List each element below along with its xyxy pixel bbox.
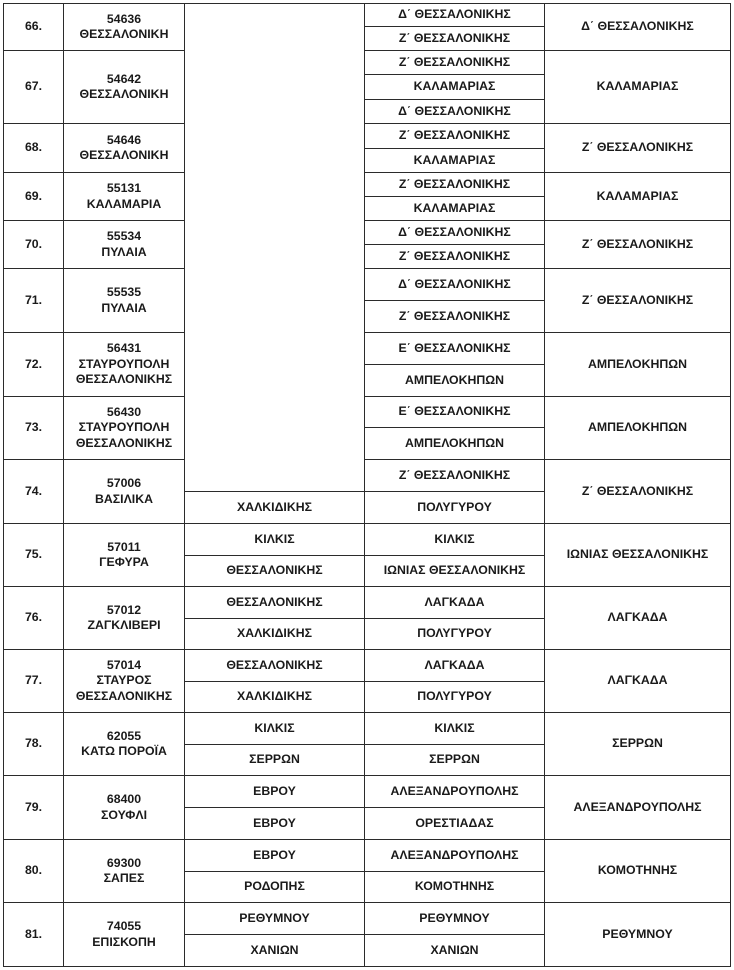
postal-code: 54636: [106, 11, 142, 26]
place-name: ΣΤΑΥΡΟΣ: [96, 673, 152, 688]
document-table: [3, 3, 731, 967]
prefecture-cell: ΕΒΡΟΥ: [185, 776, 365, 808]
tax-office-cell: Ζ΄ ΘΕΣΣΑΛΟΝΙΚΗΣ: [365, 51, 545, 75]
prefecture-cell: ΡΟΔΟΠΗΣ: [185, 872, 365, 903]
tax-office-cell: ΚΟΜΟΤΗΝΗΣ: [365, 872, 545, 903]
place-name: ΣΑΠΕΣ: [103, 871, 145, 885]
postal-code: 57012: [106, 602, 142, 617]
postal-code: 68400: [106, 792, 142, 806]
tax-office-cell: Ε΄ ΘΕΣΣΑΛΟΝΙΚΗΣ: [365, 397, 545, 428]
tax-office-cell: ΠΟΛΥΓΥΡΟΥ: [365, 619, 545, 650]
table-row: [4, 460, 731, 492]
prefecture-cell: ΣΕΡΡΩΝ: [185, 745, 365, 776]
tax-office-cell: ΚΑΛΑΜΑΡΙΑΣ: [365, 75, 545, 100]
tax-office-cell: Δ΄ ΘΕΣΣΑΛΟΝΙΚΗΣ: [365, 269, 545, 301]
tax-office-cell: ΚΙΛΚΙΣ: [365, 713, 545, 745]
row-number: 67.: [4, 51, 64, 124]
row-number: 70.: [4, 221, 64, 269]
table-row: [4, 269, 731, 301]
postal-area-cell: [64, 460, 185, 524]
place-name: ΘΕΣΣΑΛΟΝΙΚΗ: [79, 148, 169, 162]
place-name: ΓΕΦΥΡΑ: [99, 555, 149, 569]
prefecture-cell: ΧΑΝΙΩΝ: [185, 935, 365, 967]
table-row: [4, 840, 731, 872]
tax-office-cell: ΠΟΛΥΓΥΡΟΥ: [365, 492, 545, 524]
prefecture-cell: ΧΑΛΚΙΔΙΚΗΣ: [185, 682, 365, 713]
row-number: 75.: [4, 524, 64, 587]
row-number: 77.: [4, 650, 64, 713]
prefecture-cell: ΘΕΣΣΑΛΟΝΙΚΗΣ: [185, 587, 365, 619]
row-number: 69.: [4, 173, 64, 221]
postal-area-cell: [64, 173, 185, 221]
table-row: [4, 903, 731, 935]
postal-code: 55535: [106, 285, 142, 299]
postal-code: 54646: [106, 132, 142, 147]
postal-area-cell: [64, 650, 185, 713]
postal-code: 57011: [107, 539, 141, 554]
tax-office-cell: ΙΩΝΙΑΣ ΘΕΣΣΑΛΟΝΙΚΗΣ: [365, 556, 545, 587]
tax-office-cell: Δ΄ ΘΕΣΣΑΛΟΝΙΚΗΣ: [365, 100, 545, 124]
place-name: ΘΕΣΣΑΛΟΝΙΚΗΣ: [75, 372, 173, 387]
tax-office-cell: ΠΟΛΥΓΥΡΟΥ: [365, 682, 545, 713]
postal-code: 55534: [106, 229, 142, 243]
tax-office-cell: ΑΛΕΞΑΝΔΡΟΥΠΟΛΗΣ: [365, 776, 545, 808]
tax-office-cell: ΚΙΛΚΙΣ: [365, 524, 545, 556]
tax-office-cell: ΑΜΠΕΛΟΚΗΠΩΝ: [365, 365, 545, 397]
prefecture-cell: ΡΕΘΥΜΝΟΥ: [185, 903, 365, 935]
postal-code: 74055: [106, 919, 142, 933]
table-row: [4, 51, 731, 75]
prefecture-cell: ΘΕΣΣΑΛΟΝΙΚΗΣ: [185, 650, 365, 682]
assigned-office-cell: Ζ΄ ΘΕΣΣΑΛΟΝΙΚΗΣ: [545, 124, 731, 173]
row-number: 76.: [4, 587, 64, 650]
row-number: 72.: [4, 333, 64, 397]
tax-office-cell: ΡΕΘΥΜΝΟΥ: [365, 903, 545, 935]
postal-code: 56431: [106, 341, 142, 356]
table-row: [4, 713, 731, 745]
postal-area-cell: [64, 4, 185, 51]
assigned-office-cell: ΑΛΕΞΑΝΔΡΟΥΠΟΛΗΣ: [545, 776, 731, 840]
tax-office-cell: ΛΑΓΚΑΔΑ: [365, 650, 545, 682]
postal-area-cell: [64, 903, 185, 967]
tax-office-cell: Ζ΄ ΘΕΣΣΑΛΟΝΙΚΗΣ: [365, 460, 545, 492]
place-name: ΘΕΣΣΑΛΟΝΙΚΗ: [79, 87, 169, 101]
tax-office-cell: Δ΄ ΘΕΣΣΑΛΟΝΙΚΗΣ: [365, 221, 545, 245]
prefecture-cell: ΕΒΡΟΥ: [185, 840, 365, 872]
postal-code: 69300: [106, 855, 142, 870]
postal-area-cell: [64, 221, 185, 269]
assigned-office-cell: ΑΜΠΕΛΟΚΗΠΩΝ: [545, 333, 731, 397]
tax-office-cell: ΛΑΓΚΑΔΑ: [365, 587, 545, 619]
row-number: 79.: [4, 776, 64, 840]
postal-code: 57006: [106, 476, 142, 490]
assigned-office-cell: ΚΑΛΑΜΑΡΙΑΣ: [545, 173, 731, 221]
assigned-office-cell: ΑΜΠΕΛΟΚΗΠΩΝ: [545, 397, 731, 460]
place-name: ΣΤΑΥΡΟΥΠΟΛΗ: [78, 356, 170, 371]
row-number: 80.: [4, 840, 64, 903]
table-row: [4, 397, 731, 428]
row-number: 74.: [4, 460, 64, 524]
tax-office-cell: Ζ΄ ΘΕΣΣΑΛΟΝΙΚΗΣ: [365, 27, 545, 51]
table-row: [4, 333, 731, 365]
postal-area-cell: [64, 333, 185, 397]
tax-office-cell: Ζ΄ ΘΕΣΣΑΛΟΝΙΚΗΣ: [365, 124, 545, 149]
postal-code: 57014: [106, 657, 142, 672]
place-name: ΖΑΓΚΛΙΒΕΡΙ: [87, 618, 161, 632]
assigned-office-cell: ΙΩΝΙΑΣ ΘΕΣΣΑΛΟΝΙΚΗΣ: [545, 524, 731, 587]
table-body: [4, 4, 731, 967]
tax-office-cell: Δ΄ ΘΕΣΣΑΛΟΝΙΚΗΣ: [365, 4, 545, 27]
prefecture-cell: ΚΙΛΚΙΣ: [185, 524, 365, 556]
table-row: [4, 587, 731, 619]
postal-code: 55131: [106, 181, 142, 195]
place-name: ΕΠΙΣΚΟΠΗ: [92, 934, 156, 949]
table-row: [4, 524, 731, 556]
place-name: ΠΥΛΑΙΑ: [101, 244, 147, 259]
row-number: 71.: [4, 269, 64, 333]
tax-office-cell: ΑΛΕΞΑΝΔΡΟΥΠΟΛΗΣ: [365, 840, 545, 872]
assigned-office-cell: Ζ΄ ΘΕΣΣΑΛΟΝΙΚΗΣ: [545, 269, 731, 333]
postal-area-cell: [64, 713, 185, 776]
row-number: 68.: [4, 124, 64, 173]
assigned-office-cell: ΚΟΜΟΤΗΝΗΣ: [545, 840, 731, 903]
table-row: [4, 4, 731, 27]
tax-office-cell: ΑΜΠΕΛΟΚΗΠΩΝ: [365, 428, 545, 460]
place-name: ΣΤΑΥΡΟΥΠΟΛΗ: [78, 420, 170, 435]
tax-office-cell: Ζ΄ ΘΕΣΣΑΛΟΝΙΚΗΣ: [365, 173, 545, 197]
row-number: 73.: [4, 397, 64, 460]
postal-area-cell: [64, 269, 185, 333]
place-name: ΠΥΛΑΙΑ: [101, 300, 147, 315]
prefecture-cell: ΧΑΛΚΙΔΙΚΗΣ: [185, 619, 365, 650]
place-name: ΣΟΥΦΛΙ: [100, 807, 148, 822]
prefecture-cell: ΘΕΣΣΑΛΟΝΙΚΗΣ: [185, 556, 365, 587]
assigned-office-cell: ΚΑΛΑΜΑΡΙΑΣ: [545, 51, 731, 124]
tax-office-cell: ΧΑΝΙΩΝ: [365, 935, 545, 967]
postal-area-cell: [64, 840, 185, 903]
tax-office-cell: Ζ΄ ΘΕΣΣΑΛΟΝΙΚΗΣ: [365, 301, 545, 333]
place-name: ΚΑΤΩ ΠΟΡΟΪΑ: [81, 744, 167, 758]
place-name: ΚΑΛΑΜΑΡΙΑ: [86, 196, 162, 211]
prefecture-cell-empty: [185, 4, 365, 492]
tax-office-cell: Ε΄ ΘΕΣΣΑΛΟΝΙΚΗΣ: [365, 333, 545, 365]
postal-area-cell: [64, 524, 185, 587]
row-number: 66.: [4, 4, 64, 51]
table-row: [4, 650, 731, 682]
assigned-office-cell: ΛΑΓΚΑΔΑ: [545, 587, 731, 650]
place-name: ΘΕΣΣΑΛΟΝΙΚΗ: [79, 27, 169, 41]
assigned-office-cell: Ζ΄ ΘΕΣΣΑΛΟΝΙΚΗΣ: [545, 460, 731, 524]
place-name: ΘΕΣΣΑΛΟΝΙΚΗΣ: [75, 435, 173, 450]
postal-area-cell: [64, 397, 185, 460]
place-name: ΒΑΣΙΛΙΚΑ: [95, 491, 153, 506]
tax-office-cell: Ζ΄ ΘΕΣΣΑΛΟΝΙΚΗΣ: [365, 245, 545, 269]
row-number: 78.: [4, 713, 64, 776]
postal-area-cell: [64, 776, 185, 840]
tax-office-cell: ΚΑΛΑΜΑΡΙΑΣ: [365, 149, 545, 173]
table-row: [4, 173, 731, 197]
tax-office-cell: ΣΕΡΡΩΝ: [365, 745, 545, 776]
postal-area-cell: [64, 51, 185, 124]
assigned-office-cell: ΡΕΘΥΜΝΟΥ: [545, 903, 731, 967]
postal-area-cell: [64, 587, 185, 650]
assigned-office-cell: Δ΄ ΘΕΣΣΑΛΟΝΙΚΗΣ: [545, 4, 731, 51]
postal-code: 56430: [106, 404, 142, 419]
assigned-office-cell: ΣΕΡΡΩΝ: [545, 713, 731, 776]
row-number: 81.: [4, 903, 64, 967]
prefecture-cell: ΧΑΛΚΙΔΙΚΗΣ: [185, 492, 365, 524]
assigned-office-cell: ΛΑΓΚΑΔΑ: [545, 650, 731, 713]
tax-office-cell: ΚΑΛΑΜΑΡΙΑΣ: [365, 197, 545, 221]
postal-area-cell: [64, 124, 185, 173]
place-name: ΘΕΣΣΑΛΟΝΙΚΗΣ: [75, 688, 173, 703]
postal-code: 62055: [106, 728, 142, 743]
assigned-office-cell: Ζ΄ ΘΕΣΣΑΛΟΝΙΚΗΣ: [545, 221, 731, 269]
table-row: [4, 221, 731, 245]
prefecture-cell: ΕΒΡΟΥ: [185, 808, 365, 840]
postal-code: 54642: [106, 71, 142, 86]
table-row: [4, 776, 731, 808]
table-row: [4, 124, 731, 149]
tax-office-cell: ΟΡΕΣΤΙΑΔΑΣ: [365, 808, 545, 840]
prefecture-cell: ΚΙΛΚΙΣ: [185, 713, 365, 745]
